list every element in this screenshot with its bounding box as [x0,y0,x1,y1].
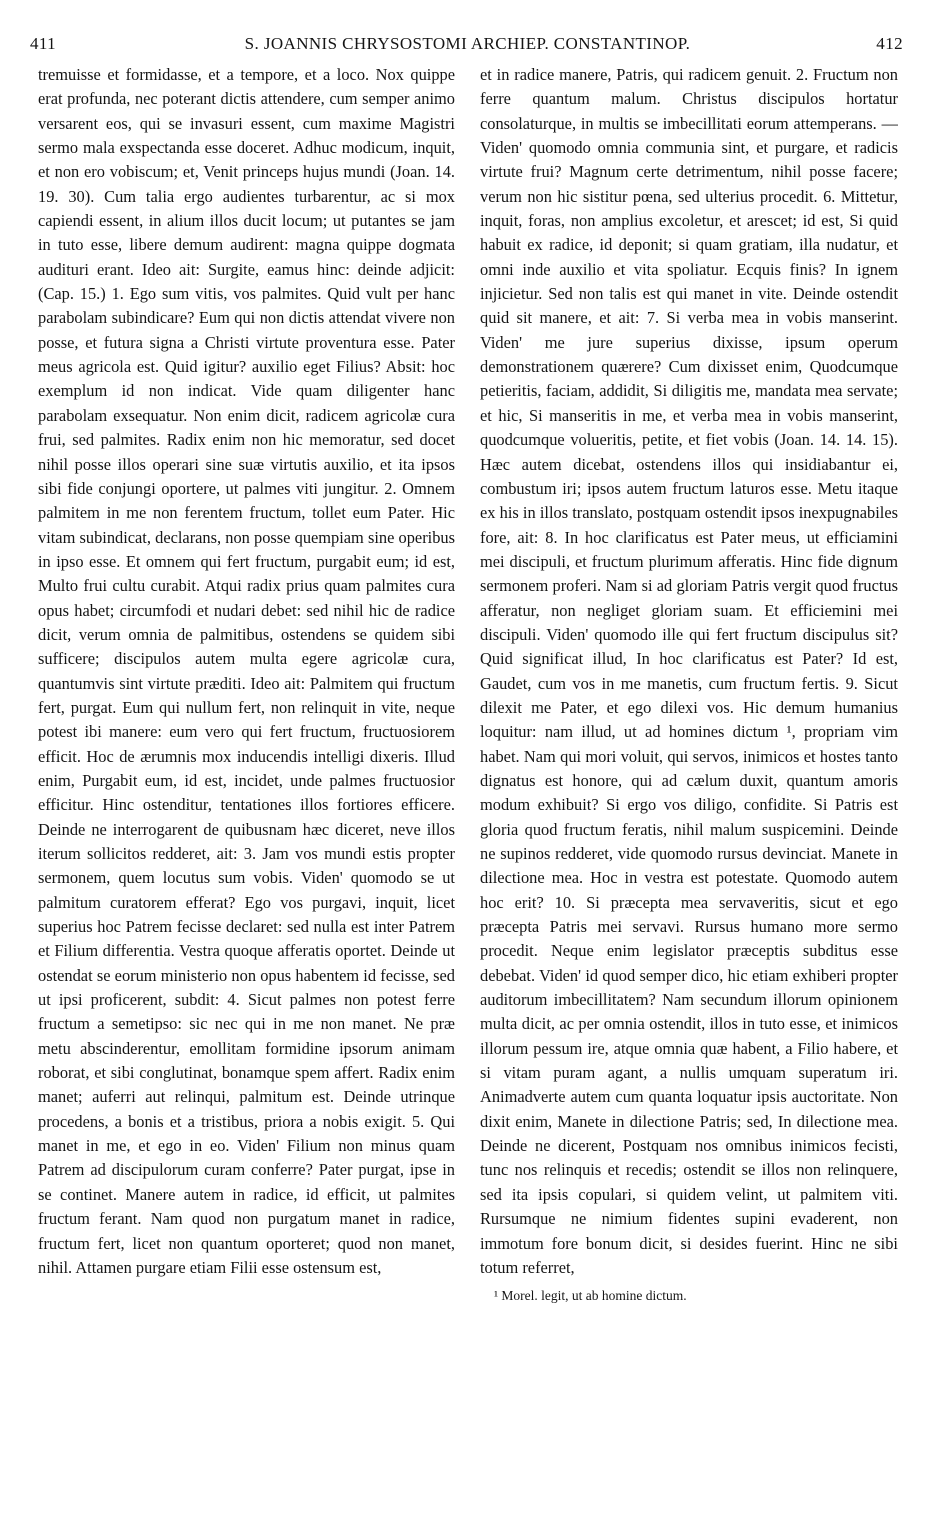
page-number-right: 412 [876,34,903,53]
page-number-left: 411 [30,34,57,53]
left-column-text: tremuisse et formidasse, et a tempore, et a loco. Nox quippe erat profunda, nec poterant dictis attendere, cum semper animo versarent eos, qui se invasuri essent, cum maxime Magistri sermo mala exspectanda esse doceret. Adhuc modicum, inquit, et non ero vobiscum; et, Venit princeps hujus mundi (Joan. 14. 19. 30). Cum talia ergo audientes turbarentur, ac si mox capiendi essent, in alium illos ducit locum; ut putantes se jam in tuto esse, libere demum audirent: magna quippe dogmata audituri erant. Ideo ait: Surgite, eamus hinc: deinde adjicit: (Cap. 15.) 1. Ego sum vitis, vos palmites. Quid vult per hanc parabolam subindicare? Eum qui non dictis attendat vivere non posse, et futura signa a Christi virtute proventura esse. Pater meus agricola est. Quid igitur? auxilio eget Filius? Absit: hoc exemplum id non indicat. Vide quam diligenter hanc parabolam exsequatur. Non enim dicit, radicem agricolæ cura frui, sed palmites. Radix enim non hic memoratur, sed docet nihil posse illos operari sine suæ virtutis auxilio, et ita ipsos sibi fide conjungi oportere, ut palmes viti jungitur. 2. Omnem palmitem in me non ferentem fructum, tollet eum Pater. Hic vitam subindicat, declarans, non posse quempiam sine operibus in ipso esse. Et omnem qui fert fructum, purgabit eum; id est, Multo frui cultu curabit. Atqui radix prius quam palmites cura opus habet; circumfodi et nudari debet: sed nihil hic de radice dicit, verum omnia de palmitibus, ostendens se quidem sibi sufficere; discipulos autem multa egere agricolæ cura, quantumvis sint virtute præditi. Ideo ait: Palmitem qui fructum fert, purgat. Eum qui nullum fert, non relinquit in vite, neque potest ibi manere: eum vero qui fert fructum, fructuosiorem efficit. Hoc de ærumnis mox inducendis intelligi dixeris. Illud enim, Purgabit eum, id est, incidet, unde palmes fructuosior efficitur. Hinc ostenditur, tentationes illos fortiores efficere. Deinde ne interrogarent de quibusnam hæc diceret, neve illos iterum sollicitos redderet, ait: 3. Jam vos mundi estis propter sermonem, quem locutus sum vobis. Viden' quomodo se ut palmitum curatorem efferat? Ego vos purgavi, inquit, licet superius hoc Patrem fecisse declaret: sed nulla est inter Patrem et Filium differentia. Vestra quoque afferatis oportet. Deinde ut ostendat se eorum ministerio non opus habentem id fecisse, sed ut ipsi proficerent, subdit: 4. Sicut palmes non potest ferre fructum a semetipso: sic nec qui in me non manet. Ne præ metu abscinderentur, emollitam formidine ipsorum animam roborat, et sibi conglutinat, bonamque spem affert. Radix enim manet; auferri aut relinqui, palmitum est. Deinde utrinque procedens, a bonis et a tristibus, priora a nobis exigit. 5. Qui manet in me, et ego in eo. Viden' Filium non minus quam Patrem ad discipulorum curam conferre? Pater purgat, ipse in se continet. Manere autem in radice, id efficit, ut palmites fructum ferant. Nam quod non purgatum manet in radice, fructum fert, licet non quantum oporteret; quod non manet, nihil. Attamen purgare etiam Filii esse ostensum est, [38,65,455,1277]
left-column [38,63,455,1533]
running-header [28,34,907,62]
right-column [480,63,898,1533]
footnote: ¹ Morel. legit, ut ab homine dictum. [494,1288,687,1304]
right-column-text: et in radice manere, Patris, qui radicem genuit. 2. Fructum non ferre quantum malum. Christus discipulos hortatur consolaturque, in multis se imbecillitati eorum attemperans. — Viden' quomodo omnia communia sint, et purgare, et radicis virtute frui? Magnum certe detrimentum, nihil posse facere; verum non hic sistitur pœna, sed ulterius procedit. 6. Mittetur, inquit, foras, non amplius excoletur, et arescet; id est, Si quid habuit ex radice, id deponit; si quam gratiam, illa nudatur, et omni inde auxilio et vita spoliatur. Ecquis finis? In ignem injicietur. Sed non talis est qui manet in vite. Deinde ostendit quid sit manere, et ait: 7. Si verba mea in vobis manserint. Viden' me jure superius dixisse, ipsum operum demonstrationem quærere? Cum dixisset enim, Quodcumque petieritis, faciam, addidit, Si diligitis me, mandata mea servate; et hic, Si manseritis in me, et verba mea in vobis manserint, quodcumque volueritis, petite, et fiet vobis (Joan. 14. 14. 15). Hæc autem dicebat, ostendens illos qui insidiabantur ei, combustum iri; ipsos autem fructum laturos esse. Metu itaque ex his in illos translato, postquam ostendit ipsos inexpugnabiles fore, ait: 8. In hoc clarificatus est Pater meus, ut efficiamini mei discipuli, et fructum plurimum afferatis. Hinc fide dignum sermonem proferi. Nam si ad gloriam Patris vergit quod fructus afferatur, non negliget gloriam suam. Et efficiemini mei discipuli. Viden' quomodo ille qui fert fructum discipulus sit? Quid significat illud, In hoc clarificatus est Pater? Id est, Gaudet, cum vos in me manetis, cum fructum fertis. 9. Sicut dilexit me Pater, et ego dilexi vos. Hic demum humanius loquitur: nam illud, ut ad homines dictum ¹, propriam vim habet. Nam qui mori voluit, qui servos, inimicos et hostes tanto dignatus est honore, qui ad cælum duxit, quantum amoris modum exhibuit? Si ergo vos diligo, confidite. Si Patris est gloria quod fructum feratis, nihil malum suspicemini. Deinde ne supinos redderet, vide quomodo rursus devinciat. Manete in dilectione mea. Hoc in vestra est potestate. Quomodo autem hoc erit? 10. Si præcepta mea servaveritis, sicut et ego præcepta Patris mei servavi. Rursus humano more sermo procedit. Neque enim legislator præceptis subditus esse debebat. Viden' id quod semper dico, hic etiam exhiberi propter auditorum imbecillitatem? Nam secundum illorum opinionem multa dicit, ac per omnia ostendit, illos in tuto esse, et inimicos illorum pessum ire, atque omnia quæ habent, a Filio habere, et si vitam puram agant, a nullis umquam superatum iri. Animadverte autem cum quanta loquatur ipsis auctoritate. Non dixit enim, Manete in dilectione Patris; sed, In dilectione mea. Deinde ne dicerent, Postquam nos omnibus inimicos fecisti, tunc nos relinquis et recedis; ostendit se illos non relinquere, sed ita ipsis copulari, si quidem velint, ut palmitem viti. Rursumque ne nimium fidentes supini evaderent, non immotum fore bonum dicit, si desides fuerint. Hinc ne sibi totum referret, [480,65,898,1277]
running-title: S. JOANNIS CHRYSOSTOMI ARCHIEP. CONSTANTINOP. [244,34,691,53]
